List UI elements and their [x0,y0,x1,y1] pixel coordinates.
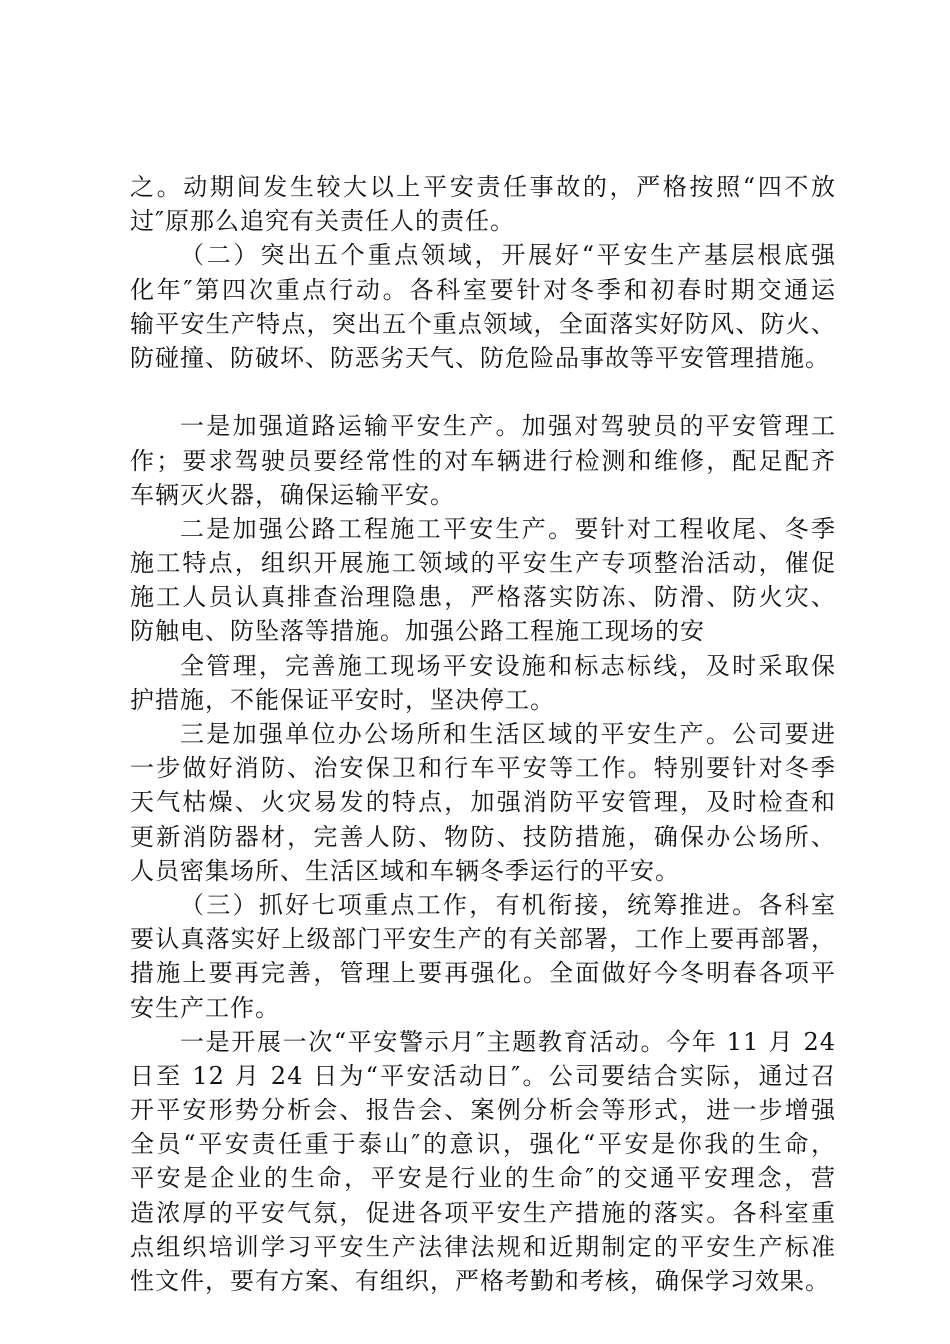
text-line: 性文件，要有方案、有组织，严格考勤和考核，确保学习效果。 [130,1267,830,1295]
text-line: 要认真落实好上级部门平安生产的有关部署，工作上要再部署， [130,925,836,954]
text-line: （三）抓好七项重点工作，有机衔接，统筹推进。各科室 [180,890,836,919]
text-line: 一是加强道路运输平安生产。加强对驾驶员的平安管理工 [180,412,836,441]
text-line: 一是开展一次“平安警示月″主题教育活动。今年 11 月 24 [180,1027,836,1056]
text-line: 点组织培训学习平安生产法律法规和近期制定的平安生产标准 [130,1232,836,1261]
text-line: 造浓厚的平安气氛，促进各项平安生产措施的落实。各科室重 [130,1198,836,1227]
text-line: 三是加强单位办公场所和生活区域的平安生产。公司要进 [180,720,836,748]
text-line: 之。动期间发生较大以上平安责任事故的，严格按照“四不放 [130,173,836,201]
text-line: 护措施，不能保证平安时，坚决停工。 [130,685,555,714]
text-line: 作；要求驾驶员要经常性的对车辆进行检测和维修，配足配齐 [130,446,836,475]
text-line: 二是加强公路工程施工平安生产。要针对工程收尾、冬季 [180,514,836,543]
text-line: 日至 12 月 24 日为“平安活动日″。公司要结合实际，通过召 [130,1061,836,1090]
text-line: 化年″第四次重点行动。各科室要针对冬季和初春时期交通运 [130,275,836,304]
document-body [130,170,836,1298]
text-line: 过″原那么追究有关责任人的责任。 [130,207,515,236]
text-line: 人员密集场所、生活区域和车辆冬季运行的平安。 [130,856,680,885]
paragraph-gap [130,375,836,409]
text-line: 更新消防器材，完善人防、物防、技防措施，确保办公场所、 [130,822,836,851]
text-line: 天气枯燥、火灾易发的特点，加强消防平安管理，及时检查和 [130,788,836,817]
text-line: 开平安形势分析会、报告会、案例分析会等形式，进一步增强 [130,1096,836,1125]
text-line: 输平安生产特点，突出五个重点领域，全面落实好防风、防火、 [130,309,836,338]
text-line: 车辆灭火器，确保运输平安。 [130,480,455,509]
text-line: 施工特点，组织开展施工领域的平安生产专项整治活动，催促 [130,549,836,578]
text-line: （二）突出五个重点领域，开展好“平安生产基层根底强 [180,241,836,270]
text-line: 安生产工作。 [130,993,280,1022]
text-line: 全员“平安责任重于泰山″的意识，强化“平安是你我的生命， [130,1130,836,1159]
text-line: 平安是企业的生命，平安是行业的生命″的交通平安理念，营 [130,1164,836,1193]
text-line: 一步做好消防、治安保卫和行车平安等工作。特别要针对冬季 [130,754,836,783]
text-line: 措施上要再完善，管理上要再强化。全面做好今冬明春各项平 [130,959,836,988]
text-line: 防触电、防坠落等措施。加强公路工程施工现场的安 [130,617,705,646]
text-line: 防碰撞、防破坏、防恶劣天气、防危险品事故等平安管理措施。 [130,343,830,372]
text-line: 施工人员认真排查治理隐患，严格落实防冻、防滑、防火灾、 [130,583,836,612]
text-line: 全管理，完善施工现场平安设施和标志标线，及时采取保 [180,651,836,680]
